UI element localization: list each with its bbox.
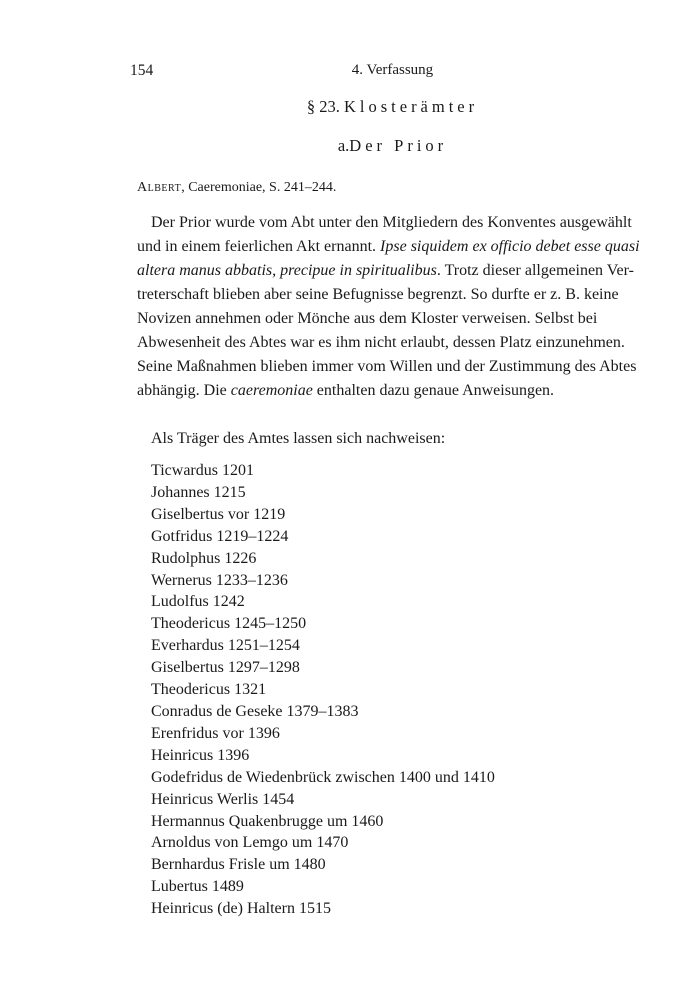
paragraph-line: und in einem feierlichen Akt ernannt. Ipse siquidem ex officio debet esse quasi <box>137 238 640 255</box>
list-item: Theodericus 1245–1250 <box>151 615 307 633</box>
section-number: § 23. <box>306 97 340 116</box>
subsection-letter: a. <box>337 136 350 155</box>
prior-list <box>151 460 495 920</box>
list-item: Heinricus (de) Haltern 1515 <box>151 900 331 918</box>
list-item: Arnoldus von Lemgo um 1470 <box>151 834 349 852</box>
source-author: Albert <box>137 180 182 195</box>
latin-term: caeremoniae <box>230 382 313 399</box>
list-item: Johannes 1215 <box>151 483 246 501</box>
list-item: Gotfridus 1219–1224 <box>151 527 289 545</box>
body-paragraph <box>137 211 640 403</box>
source-details: , Caeremoniae, S. 241–244. <box>181 180 337 195</box>
list-item: Ticwardus 1201 <box>151 462 254 479</box>
list-item: Lubertus 1489 <box>151 878 244 896</box>
list-item: Giselbertus 1297–1298 <box>151 659 300 677</box>
list-item: Wernerus 1233–1236 <box>151 571 288 589</box>
paragraph-line: Der Prior wurde vom Abt unter den Mitgliedern des Konventes ausgewählt <box>151 214 632 231</box>
paragraph-line: treterschaft blieben aber seine Befugnisse begrenzt. So durfte er z. B. keine <box>137 286 619 303</box>
list-item: Ludolfus 1242 <box>151 593 245 611</box>
list-item: Heinricus Werlis 1454 <box>151 790 295 808</box>
list-item: Hermannus Quakenbrugge um 1460 <box>151 812 384 830</box>
list-item: Conradus de Geseke 1379–1383 <box>151 702 359 720</box>
subsection-heading <box>0 136 700 156</box>
list-intro: Als Träger des Amtes lassen sich nachweisen: <box>151 430 446 447</box>
latin-quote: Ipse siquidem ex officio debet esse quasi <box>380 238 640 255</box>
paragraph-line: altera manus abbatis, precipue in spiritualibus. Trotz dieser allgemeinen Ver- <box>137 262 634 279</box>
paragraph-line: abhängig. Die caeremoniae enthalten dazu genaue Anweisungen. <box>137 382 555 399</box>
paragraph-line: Abwesenheit des Abtes war es ihm nicht erlaubt, dessen Platz einzunehmen. <box>137 334 625 351</box>
list-item: Rudolphus 1226 <box>151 549 257 567</box>
section-heading <box>0 97 700 117</box>
subsection-title: Der Prior <box>349 136 448 155</box>
list-item: Godefridus de Wiedenbrück zwischen 1400 und 1410 <box>151 768 495 786</box>
latin-quote: altera manus abbatis, precipue in spiritualibus <box>137 262 437 279</box>
paragraph-line: Novizen annehmen oder Mönche aus dem Kloster verweisen. Selbst bei <box>137 310 598 327</box>
running-head: 4. Verfassung <box>351 62 434 78</box>
list-item: Heinricus 1396 <box>151 746 250 764</box>
list-item: Everhardus 1251–1254 <box>151 637 300 655</box>
list-item: Bernhardus Frisle um 1480 <box>151 856 326 874</box>
list-item: Theodericus 1321 <box>151 681 267 699</box>
source-reference <box>137 180 336 196</box>
page-number: 154 <box>130 62 154 79</box>
section-title: Klosterämter <box>343 97 479 116</box>
list-item: Giselbertus vor 1219 <box>151 505 286 523</box>
paragraph-line: Seine Maßnahmen blieben immer vom Willen und der Zustimmung des Abtes <box>137 358 637 375</box>
list-item: Erenfridus vor 1396 <box>151 724 280 742</box>
